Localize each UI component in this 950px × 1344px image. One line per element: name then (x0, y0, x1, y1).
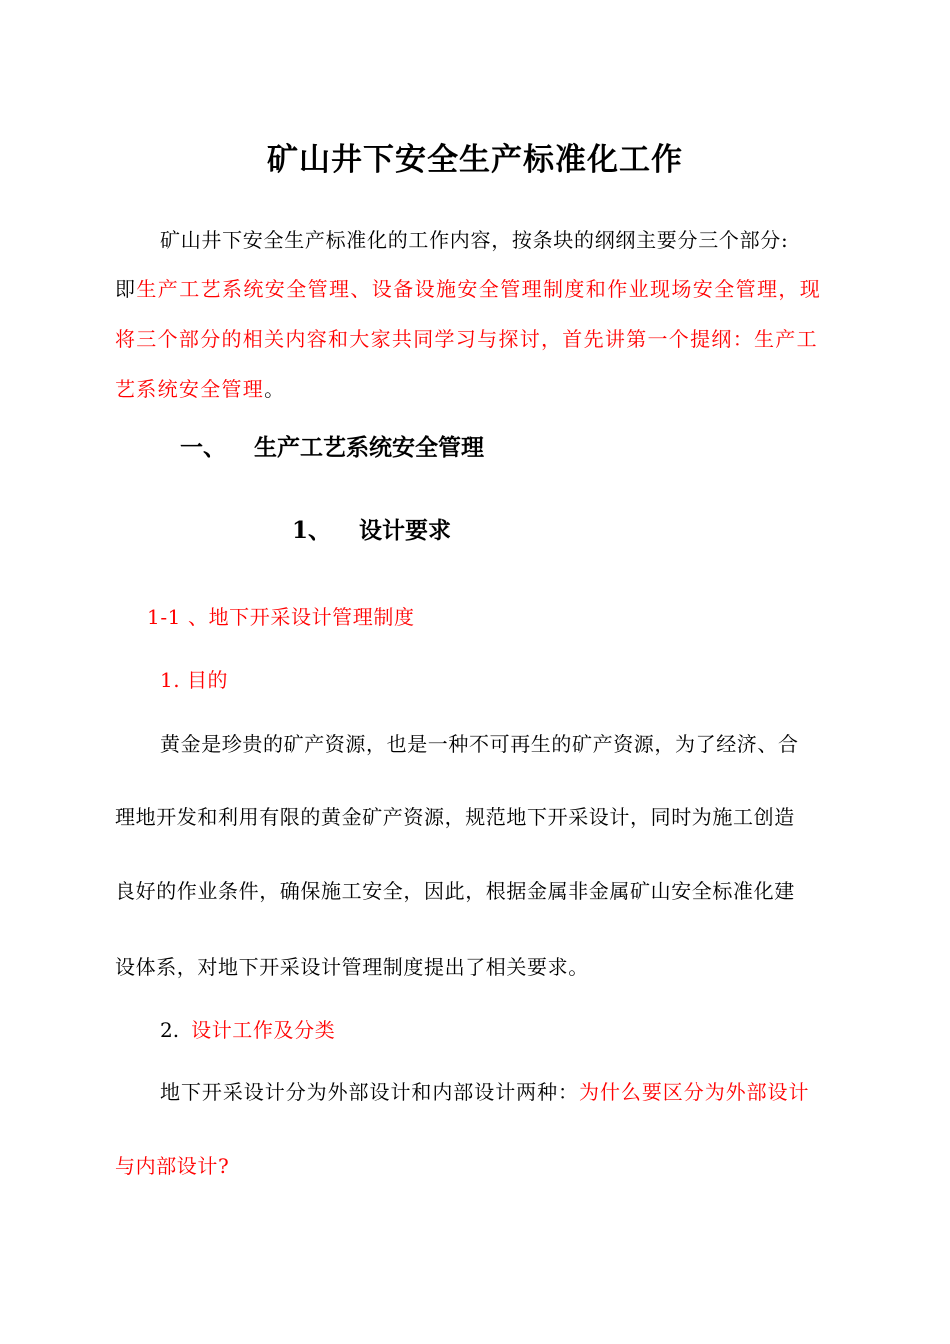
intro-line-2-text: 即 (115, 277, 137, 301)
item-1-line-4: 设体系，对地下开采设计管理制度提出了相关要求。 (115, 955, 589, 979)
item-1-line-2: 理地开发和利用有限的黄金矿产资源，规范地下开采设计，同时为施工创造 (115, 805, 795, 829)
heading-2-number: 1、 (292, 517, 332, 544)
page-title: 矿山井下安全生产标准化工作 (267, 142, 683, 178)
item-1-line-3: 良好的作业条件，确保施工安全，因此，根据金属非金属矿山安全标准化建 (115, 879, 795, 903)
heading-2-text: 设计要求 (359, 517, 452, 544)
intro-line-4-end: 。 (264, 377, 286, 401)
item-2-number: 2. (160, 1018, 180, 1042)
section-1-1-heading: 1-1 、地下开采设计管理制度 (147, 605, 415, 629)
item-2-line-1-text: 地下开采设计分为外部设计和内部设计两种： (160, 1080, 579, 1104)
heading-1-number: 一、 (180, 434, 226, 461)
intro-highlight-2: 将三个部分的相关内容和大家共同学习与探讨，首先讲第一个提纲：生产工 (115, 327, 818, 351)
item-2-highlight-1: 为什么要区分为外部设计 (579, 1080, 810, 1104)
intro-line-2 (115, 274, 821, 304)
intro-highlight-1: 生产工艺系统安全管理、设备设施安全管理制度和作业现场安全管理，现 (136, 277, 822, 301)
item-2-label: 设计工作及分类 (191, 1018, 336, 1042)
heading-1 (180, 431, 484, 465)
intro-line-4 (115, 374, 285, 404)
item-2-highlight-2: 与内部设计? (115, 1154, 230, 1178)
intro-line-1: 矿山井下安全生产标准化的工作内容，按条块的纲纲主要分三个部分: (160, 228, 789, 252)
intro-highlight-3: 艺系统安全管理 (115, 377, 265, 401)
item-1-heading: 1. 目的 (160, 668, 228, 692)
item-2-heading (160, 1015, 335, 1045)
item-1-line-1: 黄金是珍贵的矿产资源，也是一种不可再生的矿产资源，为了经济、合 (160, 732, 799, 756)
item-2-line-1 (160, 1077, 809, 1107)
heading-2 (292, 514, 451, 548)
heading-1-text: 生产工艺系统安全管理 (254, 434, 484, 461)
